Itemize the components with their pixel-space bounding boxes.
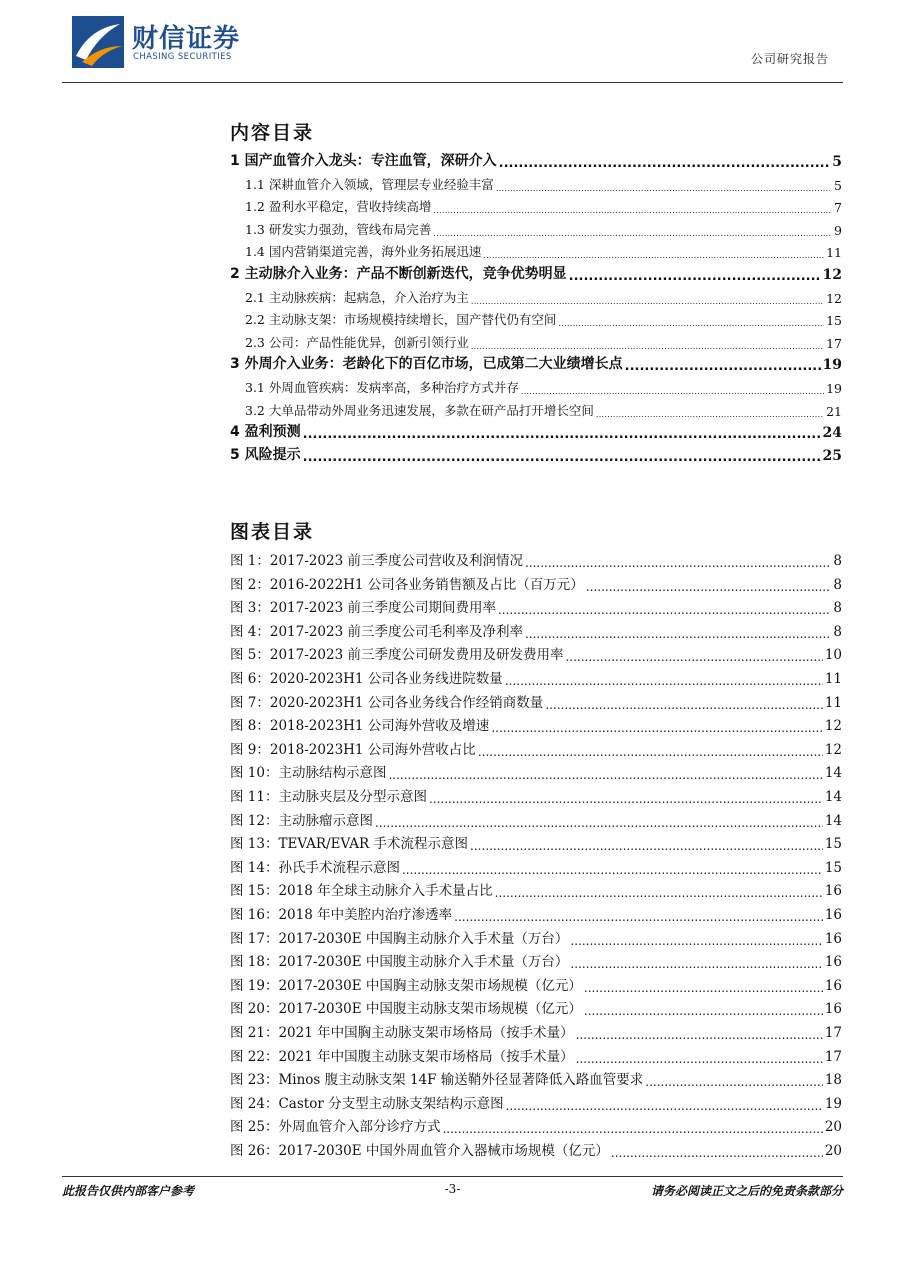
dot-leader (429, 793, 823, 805)
figure-entry[interactable] (230, 1068, 842, 1088)
dot-leader (388, 769, 822, 781)
dot-leader (576, 1029, 823, 1041)
entry-page-number: 8 (833, 576, 842, 593)
entry-page-number: 19 (826, 381, 842, 396)
figure-entry[interactable] (230, 1115, 842, 1135)
page-number: -3- (444, 1182, 461, 1196)
entry-page-number: 20 (824, 1143, 842, 1159)
page-header (0, 0, 905, 84)
entry-page-number: 16 (824, 1001, 842, 1018)
footer-disclaimer-right: 请务必阅读正文之后的免责条款部分 (650, 1184, 843, 1198)
toc-entry[interactable] (230, 421, 842, 441)
entry-label: 图 26：2017-2030E 中国外周血管介入器械市场规模（亿元） (230, 1143, 609, 1159)
figure-entry[interactable] (230, 596, 842, 616)
entry-page-number: 25 (822, 447, 842, 464)
toc-entry[interactable] (230, 353, 842, 373)
entry-label: 4 盈利预测 (230, 424, 301, 441)
footer-divider (62, 1176, 843, 1177)
entry-label: 3.2 大单品带动外周业务迅速发展，多款在研产品打开增长空间 (245, 402, 594, 418)
entry-page-number: 10 (824, 647, 842, 664)
dot-leader (433, 230, 832, 238)
entry-page-number: 18 (824, 1072, 842, 1089)
toc-entry[interactable] (230, 195, 842, 215)
dot-leader (478, 746, 823, 758)
entry-page-number: 8 (833, 553, 842, 569)
dot-leader (498, 604, 831, 616)
toc-entry[interactable] (230, 263, 842, 283)
entry-label: 3 外周介入业务：老龄化下的百亿市场，已成第二大业绩增长点 (230, 356, 623, 373)
chasing-logo-icon (72, 16, 124, 68)
entry-label: 1.4 国内营销渠道完善，海外业务拓展迅速 (245, 244, 482, 260)
figure-entry[interactable] (230, 903, 842, 923)
entry-label: 图 22：2021 年中国腹主动脉支架市场格局（按手术量） (230, 1048, 574, 1065)
entry-page-number: 16 (824, 883, 842, 900)
company-logo (72, 16, 257, 68)
dot-leader (584, 1005, 823, 1017)
figure-entry[interactable] (230, 832, 842, 852)
entry-page-number: 12 (824, 741, 842, 758)
dot-leader (596, 411, 824, 419)
dot-leader (506, 1100, 823, 1112)
dot-leader (454, 911, 823, 923)
dot-leader (491, 722, 823, 734)
footer-disclaimer-left: 此报告仅供内部客户参考 (62, 1184, 195, 1198)
toc-entry[interactable] (230, 308, 842, 328)
figure-entry[interactable] (230, 643, 842, 663)
figure-entry[interactable] (230, 549, 842, 569)
entry-label: 2.3 公司：产品性能优异，创新引领行业 (245, 334, 469, 350)
figure-entry[interactable] (230, 974, 842, 994)
entry-label: 图 15：2018 年全球主动脉介入手术量占比 (230, 883, 493, 900)
toc-title: 内容目录 (230, 122, 315, 144)
figure-entry[interactable] (230, 1092, 842, 1112)
toc-entry[interactable] (230, 150, 842, 170)
entry-page-number: 5 (834, 177, 842, 193)
dot-leader (545, 699, 823, 711)
entry-page-number: 16 (824, 977, 842, 994)
toc-entry[interactable] (230, 399, 842, 419)
figure-entry[interactable] (230, 714, 842, 734)
entry-page-number: 11 (824, 671, 842, 687)
entry-label: 5 风险提示 (230, 446, 301, 463)
figure-entry[interactable] (230, 997, 842, 1017)
logo-chinese-name: 财信证券 (132, 24, 241, 54)
dot-leader (586, 581, 832, 593)
toc-entry[interactable] (230, 240, 842, 260)
entry-label: 图 24：Castor 分支型主动脉支架结构示意图 (230, 1095, 504, 1112)
figure-entry[interactable] (230, 950, 842, 970)
dot-leader (625, 360, 821, 373)
figure-entry[interactable] (230, 927, 842, 947)
entry-label: 图 1：2017-2023 前三季度公司营收及利润情况 (230, 553, 523, 569)
entry-label: 图 5：2017-2023 前三季度公司研发费用及研发费用率 (230, 647, 564, 664)
dot-leader (483, 252, 824, 260)
entry-label: 图 14：孙氏手术流程示意图 (230, 859, 400, 876)
entry-label: 图 16：2018 年中美腔内治疗渗透率 (230, 907, 453, 923)
figure-entry[interactable] (230, 1139, 842, 1159)
dot-leader (471, 343, 824, 351)
dot-leader (570, 935, 822, 947)
entry-label: 图 2：2016-2022H1 公司各业务销售额及占比（百万元） (230, 576, 584, 593)
entry-label: 图 6：2020-2023H1 公司各业务线进院数量 (230, 671, 503, 687)
entry-label: 图 7：2020-2023H1 公司各业务线合作经销商数量 (230, 694, 544, 711)
entry-label: 图 25：外周血管介入部分诊疗方式 (230, 1119, 441, 1136)
dot-leader (565, 651, 822, 663)
figure-entry[interactable] (230, 761, 842, 781)
entry-label: 2.1 主动脉疾病：起病急，介入治疗为主 (245, 289, 469, 305)
dot-leader (584, 982, 823, 994)
entry-page-number: 11 (826, 245, 842, 261)
dot-leader (558, 320, 824, 328)
entry-page-number: 16 (824, 954, 842, 971)
toc-entry[interactable] (230, 331, 842, 351)
entry-page-number: 21 (826, 403, 842, 419)
entry-page-number: 15 (824, 859, 842, 876)
figures-title: 图表目录 (230, 521, 315, 543)
entry-label: 图 13：TEVAR/EVAR 手术流程示意图 (230, 836, 469, 853)
figure-entry[interactable] (230, 691, 842, 711)
entry-page-number: 17 (824, 1048, 842, 1065)
entry-page-number: 12 (822, 267, 842, 283)
entry-label: 图 18：2017-2030E 中国腹主动脉介入手术量（万台） (230, 954, 569, 971)
entry-label: 图 11：主动脉夹层及分型示意图 (230, 789, 427, 805)
dot-leader (442, 1123, 822, 1135)
entry-page-number: 14 (824, 765, 842, 782)
entry-label: 1.3 研发实力强劲，管线布局完善 (245, 221, 432, 237)
dot-leader (576, 1053, 823, 1065)
entry-label: 3.1 外周血管疾病：发病率高，多种治疗方式并存 (245, 380, 519, 395)
figure-entry[interactable] (230, 667, 842, 687)
toc-entry[interactable] (230, 218, 842, 238)
toc-entry[interactable] (230, 444, 842, 464)
dot-leader (433, 207, 832, 215)
dot-leader (525, 557, 831, 569)
entry-page-number: 5 (832, 154, 842, 170)
entry-page-number: 12 (824, 718, 842, 735)
toc-entry[interactable] (230, 286, 842, 306)
entry-label: 图 19：2017-2030E 中国胸主动脉支架市场规模（亿元） (230, 977, 582, 994)
dot-leader (402, 864, 823, 876)
dot-leader (470, 840, 823, 852)
entry-page-number: 11 (824, 694, 842, 711)
figure-entry[interactable] (230, 620, 842, 640)
report-type-label: 公司研究报告 (750, 52, 829, 66)
figure-entry[interactable] (230, 1021, 842, 1041)
entry-label: 2.2 主动脉支架：市场规模持续增长，国产替代仍有空间 (245, 312, 557, 328)
entry-page-number: 14 (824, 789, 842, 805)
figure-entry[interactable] (230, 738, 842, 758)
dot-leader (505, 675, 823, 687)
entry-label: 图 8：2018-2023H1 公司海外营收及增速 (230, 718, 490, 735)
dot-leader (645, 1076, 823, 1088)
entry-page-number: 24 (822, 425, 842, 442)
entry-page-number: 9 (834, 222, 842, 238)
entry-page-number: 14 (824, 812, 842, 829)
dot-leader (569, 270, 821, 283)
entry-page-number: 8 (833, 623, 842, 640)
entry-page-number: 17 (824, 1025, 842, 1041)
toc-entry[interactable] (230, 376, 842, 396)
toc-entry[interactable] (230, 173, 842, 193)
entry-page-number: 20 (824, 1119, 842, 1136)
dot-leader (525, 628, 831, 640)
dot-leader (496, 185, 832, 193)
entry-page-number: 8 (833, 600, 842, 617)
dot-leader (521, 388, 824, 396)
entry-label: 图 23：Minos 腹主动脉支架 14F 输送鞘外径显著降低入路血管要求 (230, 1072, 644, 1089)
entry-label: 图 20：2017-2030E 中国腹主动脉支架市场规模（亿元） (230, 1001, 582, 1018)
dot-leader (303, 428, 821, 441)
entry-label: 1.1 深耕血管介入领域，管理层专业经验丰富 (245, 176, 494, 192)
entry-label: 图 10：主动脉结构示意图 (230, 765, 387, 782)
entry-label: 2 主动脉介入业务：产品不断创新迭代，竞争优势明显 (230, 266, 567, 282)
dot-leader (375, 817, 823, 829)
figure-entry[interactable] (230, 785, 842, 805)
entry-page-number: 15 (824, 836, 842, 853)
dot-leader (303, 451, 821, 464)
entry-page-number: 19 (822, 357, 842, 374)
dot-leader (499, 157, 831, 170)
header-divider (62, 82, 843, 83)
entry-page-number: 16 (824, 907, 842, 923)
entry-page-number: 17 (826, 335, 842, 351)
entry-label: 图 17：2017-2030E 中国胸主动脉介入手术量（万台） (230, 930, 569, 947)
entry-page-number: 15 (826, 313, 842, 329)
entry-label: 图 9：2018-2023H1 公司海外营收占比 (230, 741, 476, 758)
entry-label: 1 国产血管介入龙头：专注血管，深研介入 (230, 153, 497, 169)
entry-page-number: 12 (826, 290, 842, 306)
entry-page-number: 7 (834, 200, 842, 216)
dot-leader (471, 298, 824, 306)
figure-entry[interactable] (230, 573, 842, 593)
figure-entry[interactable] (230, 1045, 842, 1065)
entry-label: 图 4：2017-2023 前三季度公司毛利率及净利率 (230, 623, 523, 640)
dot-leader (570, 958, 822, 970)
entry-page-number: 16 (824, 930, 842, 947)
figure-entry[interactable] (230, 856, 842, 876)
dot-leader (611, 1147, 823, 1159)
entry-label: 图 12：主动脉瘤示意图 (230, 812, 373, 829)
figure-entry[interactable] (230, 809, 842, 829)
entry-label: 1.2 盈利水平稳定，营收持续高增 (245, 199, 432, 215)
figure-entry[interactable] (230, 879, 842, 899)
dot-leader (495, 887, 823, 899)
entry-page-number: 19 (824, 1095, 842, 1112)
logo-english-name: CHASING SECURITIES (133, 52, 232, 62)
entry-label: 图 3：2017-2023 前三季度公司期间费用率 (230, 600, 496, 617)
entry-label: 图 21：2021 年中国胸主动脉支架市场格局（按手术量） (230, 1025, 574, 1041)
